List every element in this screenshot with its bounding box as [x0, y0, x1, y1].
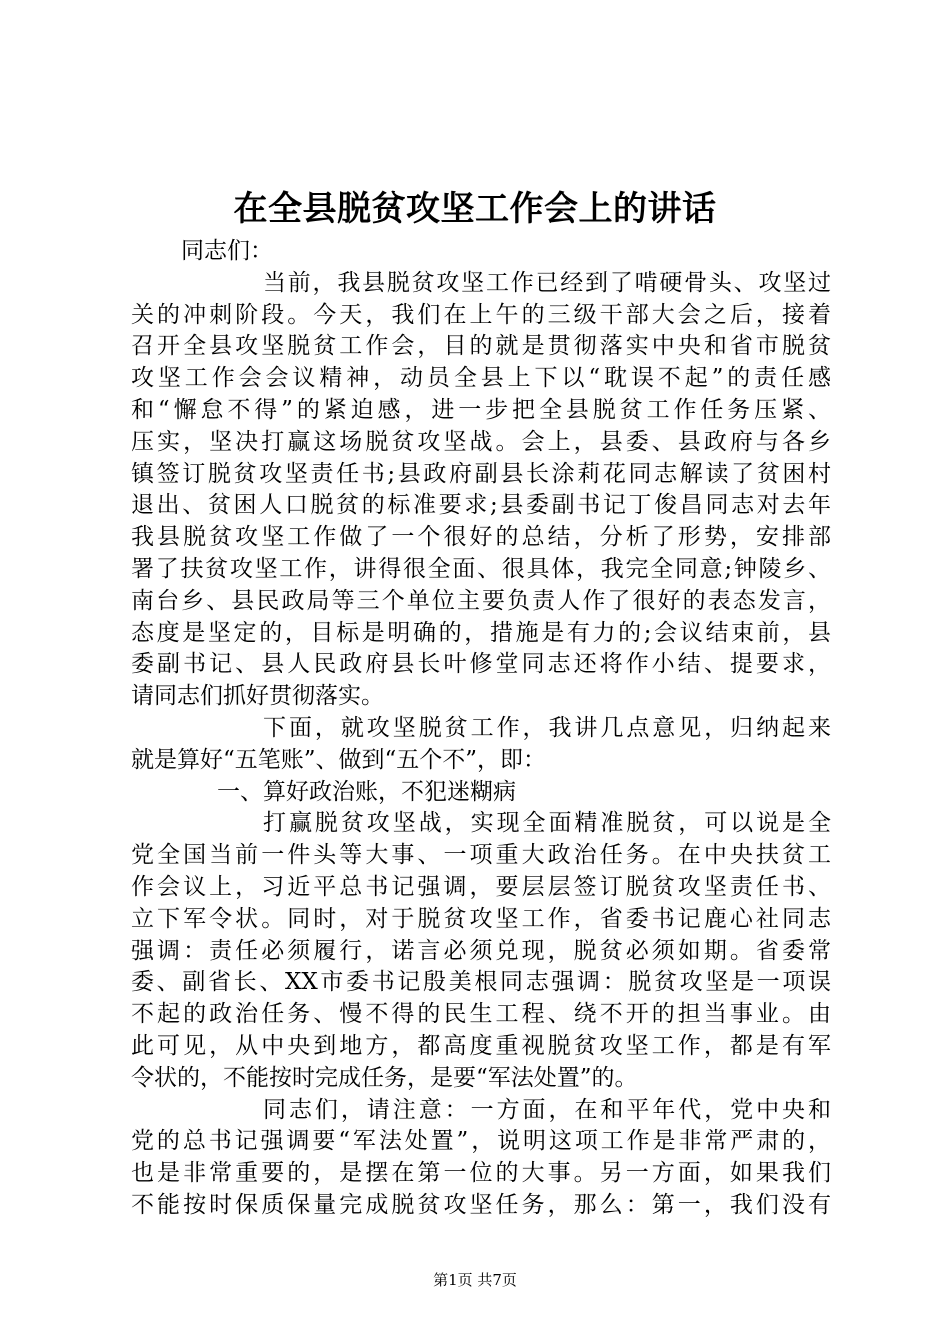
text-line: 退出、贫困人口脱贫的标准要求;县委副书记丁俊昌同志对去年	[131, 492, 831, 519]
text-line: 就是算好“五笔账”、做到“五个不”，即：	[131, 746, 547, 773]
text-line: 不起的政治任务、慢不得的民生工程、绕不开的担当事业。由	[131, 1001, 831, 1028]
page-title: 在全县脱贫攻坚工作会上的讲话	[233, 189, 717, 229]
text-line: 和“懈怠不得”的紧迫感，进一步把全县脱贫工作任务压紧、	[131, 396, 831, 423]
text-line: 强调：责任必须履行，诺言必须兑现，脱贫必须如期。省委常	[131, 937, 831, 964]
text-line: 也是非常重要的，是摆在第一位的大事。另一方面，如果我们	[131, 1160, 831, 1187]
text-line: 党的总书记强调要“军法处置”，说明这项工作是非常严肃的，	[131, 1128, 831, 1155]
text-line: 不能按时保质保量完成脱贫攻坚任务，那么：第一，我们没有	[131, 1191, 831, 1218]
text-line: 署了扶贫攻坚工作，讲得很全面、很具体，我完全同意;钟陵乡、	[131, 555, 831, 582]
text-line: 打赢脱贫攻坚战，实现全面精准脱贫，可以说是全	[263, 810, 831, 837]
text-line: 此可见，从中央到地方，都高度重视脱贫攻坚工作，都是有军	[131, 1032, 831, 1059]
text-line: 镇签订脱贫攻坚责任书;县政府副县长涂莉花同志解读了贫困村	[131, 460, 831, 487]
text-line: 关的冲刺阶段。今天，我们在上午的三级干部大会之后，接着	[131, 301, 831, 328]
text-line: 作会议上，习近平总书记强调，要层层签订脱贫攻坚责任书、	[131, 873, 831, 900]
section-heading: 一、算好政治账，不犯迷糊病	[217, 778, 516, 805]
text-line: 我县脱贫攻坚工作做了一个很好的总结，分析了形势，安排部	[131, 524, 831, 551]
text-line: 令状的，不能按时完成任务，是要“军法处置”的。	[131, 1064, 638, 1091]
text-line: 召开全县攻坚脱贫工作会，目的就是贯彻落实中央和省市脱贫	[131, 333, 831, 360]
text-line: 下面，就攻坚脱贫工作，我讲几点意见，归纳起来	[263, 714, 831, 741]
text-line: 委副书记、县人民政府县长叶修堂同志还将作小结、提要求，	[131, 651, 831, 678]
greeting-line: 同志们：	[181, 238, 273, 264]
text-line: 委、副省长、XX市委书记殷美根同志强调：脱贫攻坚是一项误	[131, 969, 831, 996]
page-footer: 第1页 共7页	[433, 1271, 517, 1289]
text-line: 压实，坚决打赢这场脱贫攻坚战。会上，县委、县政府与各乡	[131, 428, 831, 455]
text-line: 攻坚工作会会议精神，动员全县上下以“耽误不起”的责任感	[131, 365, 831, 392]
text-line: 同志们，请注意：一方面，在和平年代，党中央和	[263, 1096, 831, 1123]
text-line: 南台乡、县民政局等三个单位主要负责人作了很好的表态发言，	[131, 587, 831, 614]
text-line: 党全国当前一件头等大事、一项重大政治任务。在中央扶贫工	[131, 842, 831, 869]
text-line: 当前，我县脱贫攻坚工作已经到了啃硬骨头、攻坚过	[263, 269, 831, 296]
document-body	[131, 236, 831, 1222]
text-line: 立下军令状。同时，对于脱贫攻坚工作，省委书记鹿心社同志	[131, 905, 831, 932]
text-line: 态度是坚定的，目标是明确的，措施是有力的;会议结束前，县	[131, 619, 831, 646]
text-line: 请同志们抓好贯彻落实。	[131, 683, 384, 710]
